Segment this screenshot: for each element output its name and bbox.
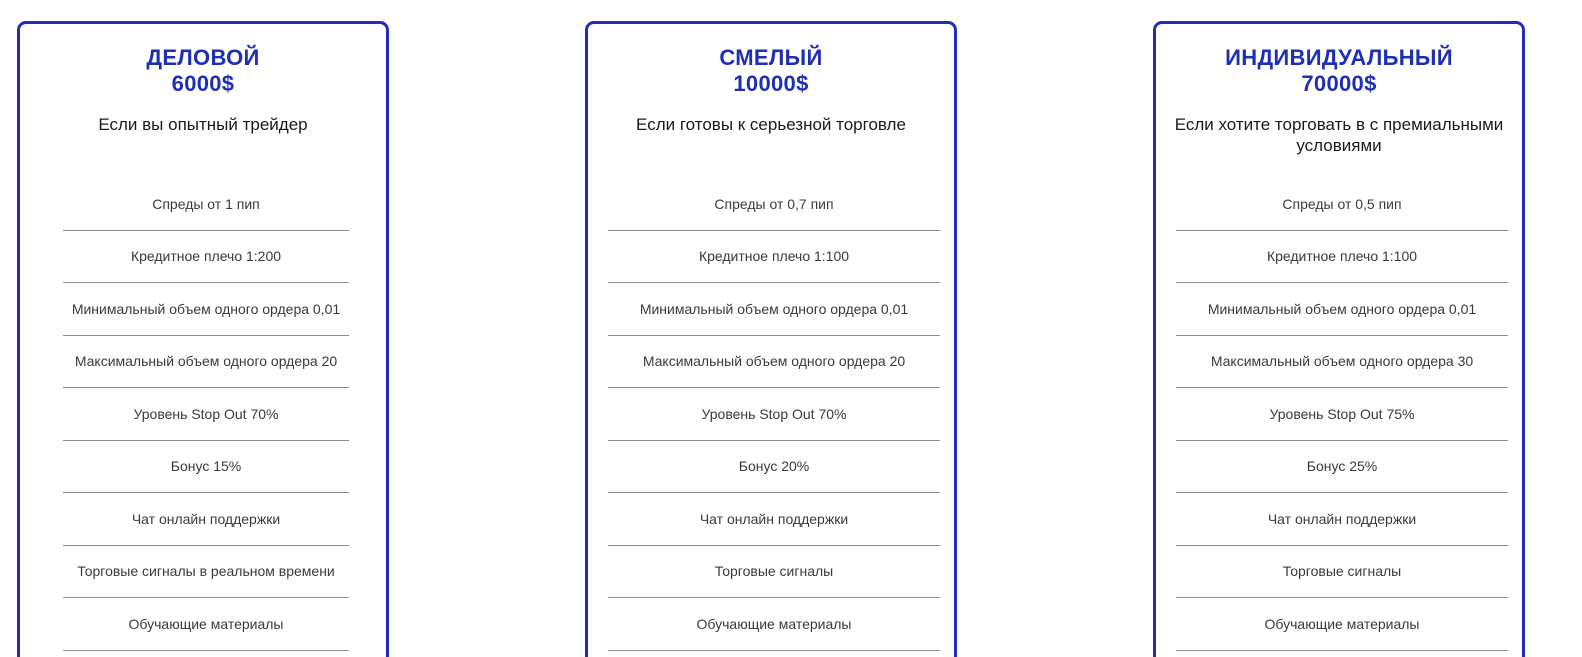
plan-price: 70000$ bbox=[1301, 71, 1377, 96]
feature-label: Чат онлайн поддержки bbox=[1267, 510, 1417, 527]
feature-item bbox=[63, 441, 349, 494]
feature-label: Кредитное плечо 1:100 bbox=[1266, 248, 1418, 265]
feature-label: Обучающие материалы bbox=[1264, 615, 1420, 632]
feature-item bbox=[608, 336, 940, 389]
feature-item bbox=[1176, 441, 1508, 494]
feature-item bbox=[1176, 178, 1508, 231]
feature-label: Торговые сигналы bbox=[714, 563, 834, 580]
feature-label: Торговые сигналы bbox=[1282, 563, 1402, 580]
feature-item bbox=[608, 178, 940, 231]
plan-title bbox=[1156, 45, 1522, 97]
feature-label: Максимальный объем одного ордера 20 bbox=[74, 353, 338, 370]
plan-subtitle: Если хотите торговать в с премиальными условиями bbox=[1174, 115, 1504, 155]
feature-label: Максимальный объем одного ордера 30 bbox=[1210, 353, 1474, 370]
feature-item bbox=[608, 231, 940, 284]
feature-item bbox=[1176, 598, 1508, 651]
feature-item bbox=[63, 336, 349, 389]
plan-subtitle: Если готовы к серьезной торговле bbox=[636, 115, 906, 134]
plan-name: ДЕЛОВОЙ bbox=[146, 45, 260, 70]
feature-label: Бонус 25% bbox=[1306, 458, 1378, 475]
feature-label: Уровень Stop Out 75% bbox=[1269, 405, 1415, 422]
feature-item bbox=[1176, 388, 1508, 441]
feature-label: Спреды от 1 пип bbox=[152, 195, 260, 212]
feature-item bbox=[63, 178, 349, 231]
feature-item bbox=[1176, 283, 1508, 336]
feature-label: Бонус 20% bbox=[738, 458, 810, 475]
feature-label: Спреды от 0,5 пип bbox=[1282, 195, 1402, 212]
plan-title bbox=[20, 45, 386, 97]
plan-price: 10000$ bbox=[733, 71, 809, 96]
feature-item bbox=[608, 388, 940, 441]
feature-item bbox=[1176, 336, 1508, 389]
feature-item bbox=[63, 598, 349, 651]
plan-card-delovoy bbox=[17, 21, 389, 657]
plan-features-list bbox=[608, 178, 940, 651]
feature-item bbox=[1176, 546, 1508, 599]
feature-item bbox=[63, 493, 349, 546]
feature-label: Кредитное плечо 1:100 bbox=[698, 248, 850, 265]
feature-item bbox=[63, 546, 349, 599]
feature-item bbox=[608, 441, 940, 494]
feature-item bbox=[1176, 493, 1508, 546]
plan-features-list bbox=[63, 178, 349, 651]
plan-name: ИНДИВИДУАЛЬНЫЙ bbox=[1225, 45, 1453, 70]
feature-label: Минимальный объем одного ордера 0,01 bbox=[71, 300, 341, 317]
feature-label: Спреды от 0,7 пип bbox=[714, 195, 834, 212]
feature-item bbox=[608, 598, 940, 651]
plan-features-list bbox=[1176, 178, 1508, 651]
feature-label: Минимальный объем одного ордера 0,01 bbox=[639, 300, 909, 317]
feature-item bbox=[608, 546, 940, 599]
feature-item bbox=[63, 231, 349, 284]
feature-label: Чат онлайн поддержки bbox=[131, 510, 281, 527]
feature-label: Максимальный объем одного ордера 20 bbox=[642, 353, 906, 370]
feature-label: Чат онлайн поддержки bbox=[699, 510, 849, 527]
feature-label: Уровень Stop Out 70% bbox=[701, 405, 847, 422]
feature-label: Бонус 15% bbox=[170, 458, 242, 475]
feature-label: Обучающие материалы bbox=[696, 615, 852, 632]
plan-card-individualny bbox=[1153, 21, 1525, 657]
plan-price: 6000$ bbox=[171, 71, 235, 96]
feature-label: Минимальный объем одного ордера 0,01 bbox=[1207, 300, 1477, 317]
plan-title bbox=[588, 45, 954, 97]
feature-item bbox=[1176, 231, 1508, 284]
feature-item bbox=[63, 283, 349, 336]
feature-label: Торговые сигналы в реальном времени bbox=[77, 563, 335, 580]
feature-label: Уровень Stop Out 70% bbox=[133, 405, 279, 422]
plan-card-smely bbox=[585, 21, 957, 657]
feature-item bbox=[63, 388, 349, 441]
plan-name: СМЕЛЫЙ bbox=[719, 45, 823, 70]
plan-subtitle: Если вы опытный трейдер bbox=[98, 115, 308, 134]
feature-item bbox=[608, 493, 940, 546]
feature-item bbox=[608, 283, 940, 336]
feature-label: Обучающие материалы bbox=[128, 615, 284, 632]
feature-label: Кредитное плечо 1:200 bbox=[130, 248, 282, 265]
